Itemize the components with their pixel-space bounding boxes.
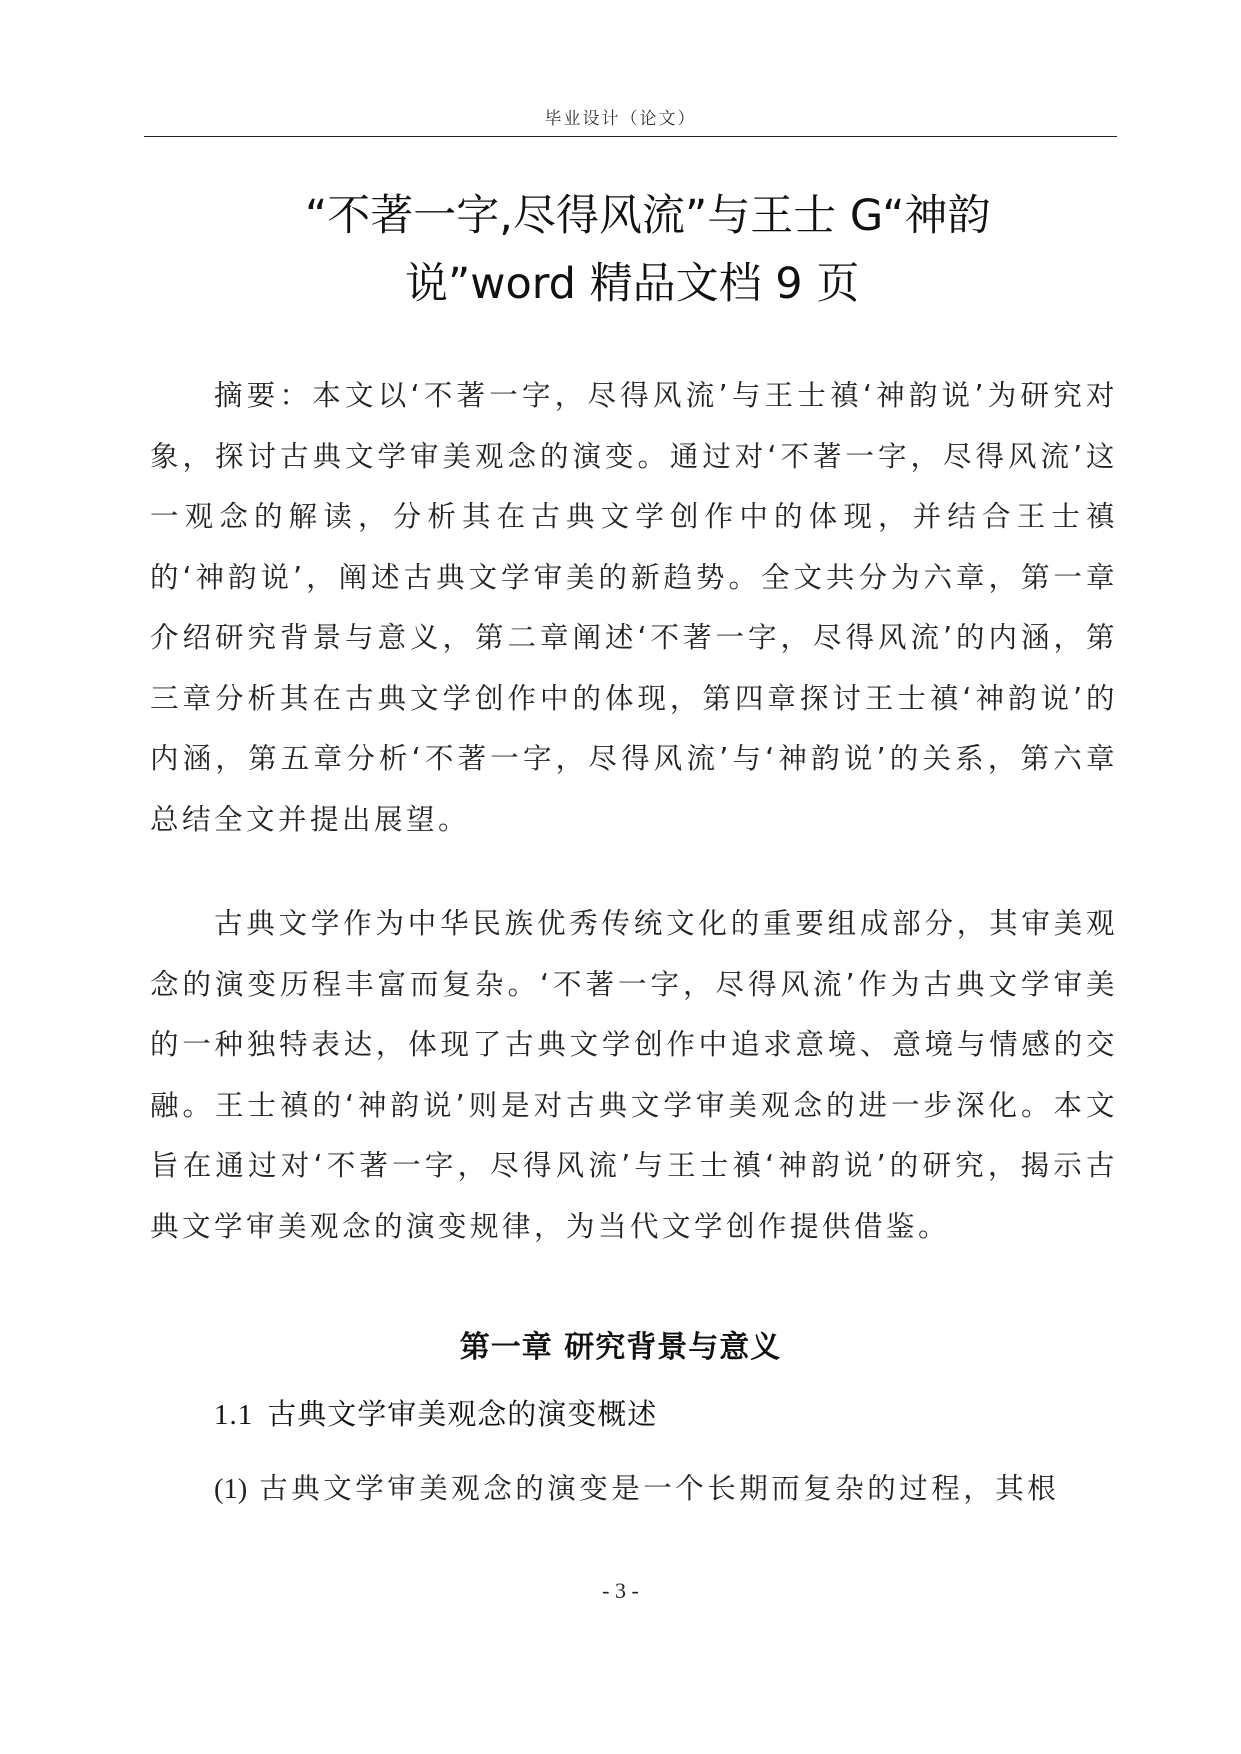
item-text: 古典文学审美观念的演变是一个长期而复杂的过程，其根	[259, 1472, 1060, 1505]
section-number: 1.1	[214, 1399, 254, 1431]
chapter-heading: 第一章 研究背景与意义	[459, 1330, 782, 1365]
section-heading	[214, 1392, 657, 1433]
abstract-paragraph: 摘要：本文以‘不著一字，尽得风流’与王士禛‘神韵说’为研究对象，探讨古典文学审美观念的演变。通过对‘不著一字，尽得风流’这一观念的解读，分析其在古典文学创作中的体现，并结合王士禛的‘神韵说’，阐述古典文学审美的新趋势。全文共分为六章，第一章介绍研究背景与意义，第二章阐述‘不著一字，尽得风流’的内涵，第三章分析其在古典文学创作中的体现，第四章探讨王士禛‘神韵说’的内涵，第五章分析‘不著一字，尽得风流’与‘神韵说’的关系，第六章总结全文并提出展望。	[150, 379, 1118, 836]
running-header: 毕业设计（论文）	[544, 109, 697, 129]
list-item	[214, 1466, 1118, 1507]
page-number: - 3 -	[602, 1578, 639, 1603]
section-title: 古典文学审美观念的演变概述	[267, 1397, 658, 1431]
title-line-2: 说”word 精品文档 9 页	[405, 259, 860, 309]
document-title	[290, 182, 1110, 318]
title-line-1: “不著一字,尽得风流”与王士 G“神韵	[305, 191, 991, 241]
item-number: (1)	[214, 1474, 248, 1505]
header-divider	[144, 136, 1117, 137]
intro-paragraph: 古典文学作为中华民族优秀传统文化的重要组成部分，其审美观念的演变历程丰富而复杂。‘不著一字，尽得风流’作为古典文学审美的一种独特表达，体现了古典文学创作中追求意境、意境与情感的交融。王士禛的‘神韵说’则是对古典文学审美观念的进一步深化。本文旨在通过对‘不著一字，尽得风流’与王士禛‘神韵说’的研究，揭示古典文学审美观念的演变规律，为当代文学创作提供借鉴。	[150, 907, 1118, 1243]
